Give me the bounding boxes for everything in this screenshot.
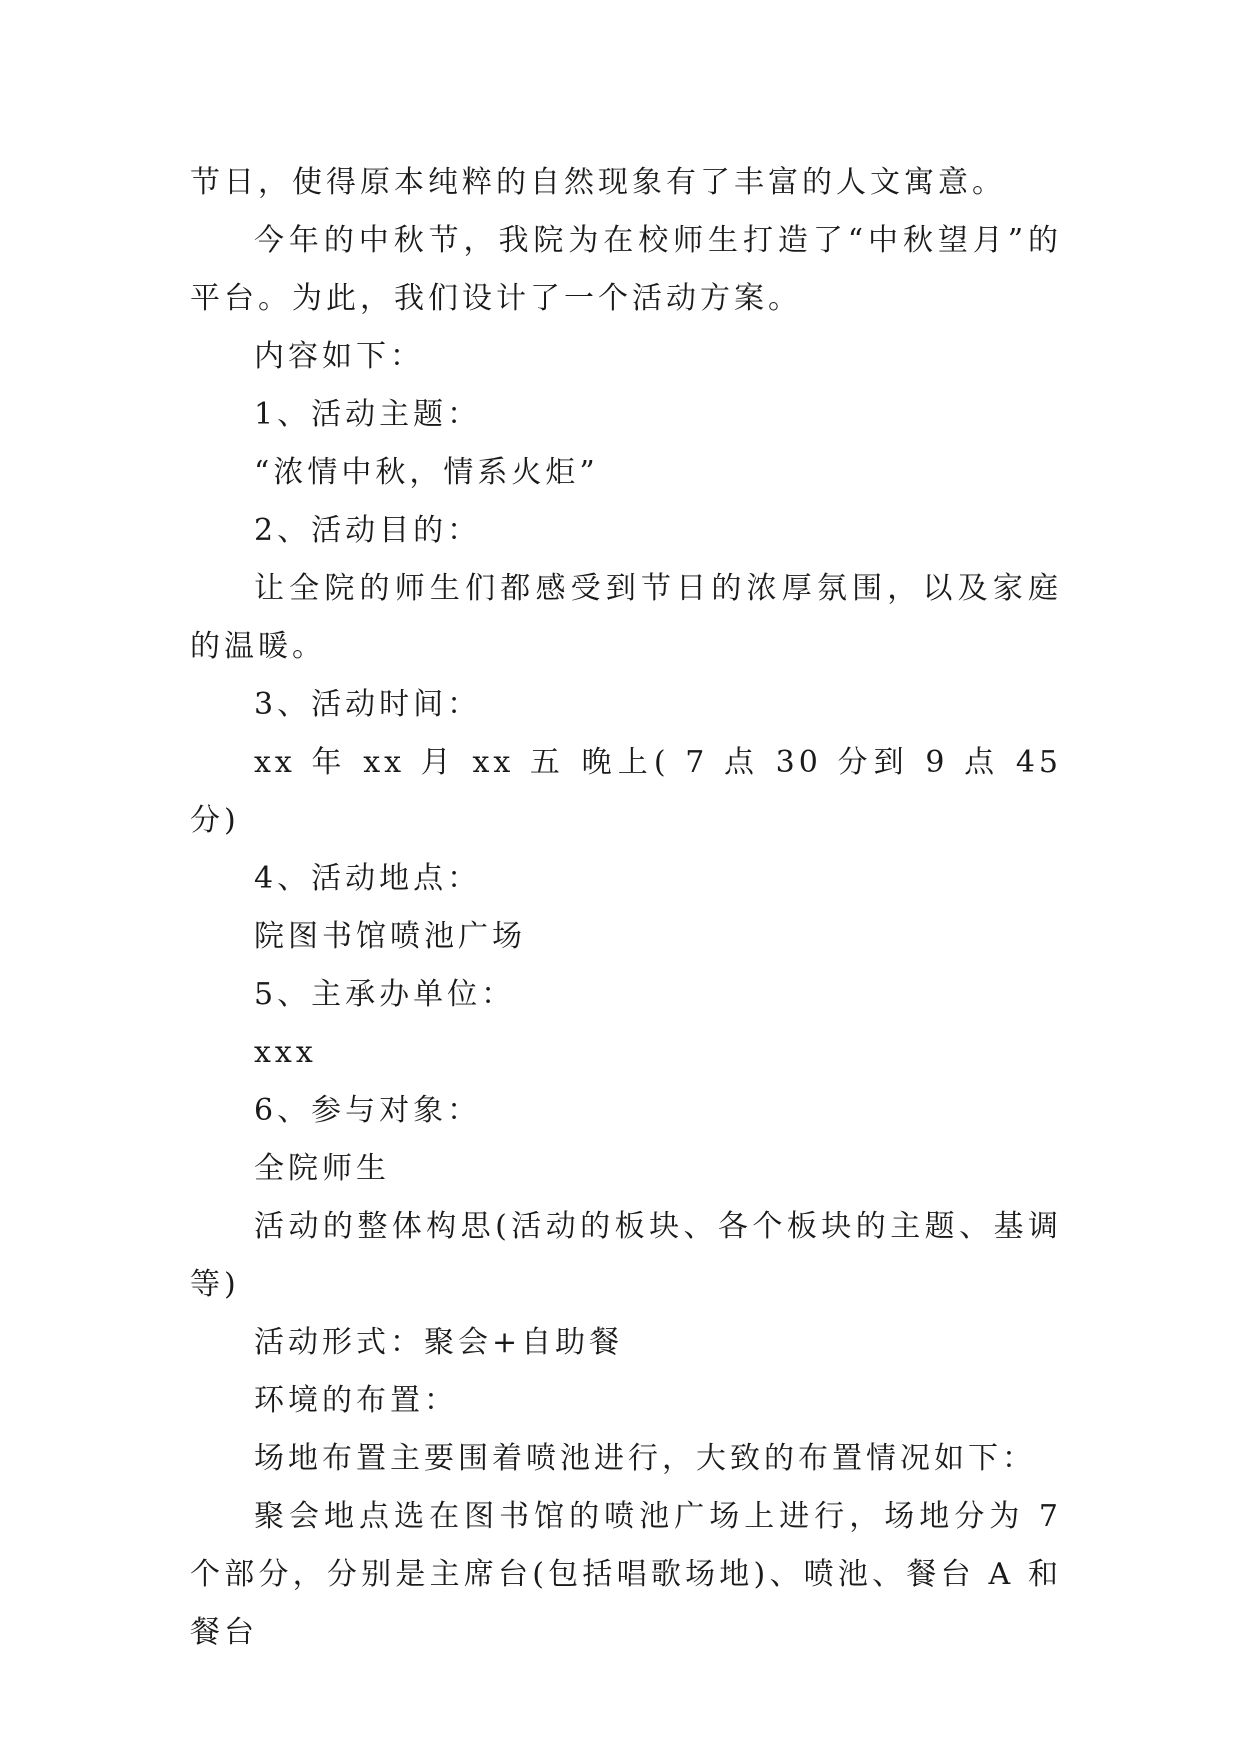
paragraph: 活动的整体构思(活动的板块、各个板块的主题、基调等) bbox=[190, 1209, 1062, 1302]
paragraph: “浓情中秋，情系火炬” bbox=[254, 455, 599, 490]
section-heading: 3、活动时间： bbox=[254, 687, 482, 722]
section-heading: 6、参与对象： bbox=[254, 1093, 482, 1128]
paragraph: 内容如下： bbox=[254, 339, 424, 374]
paragraph: 节日，使得原本纯粹的自然现象有了丰富的人文寓意。 bbox=[190, 165, 1006, 200]
paragraph: 活动形式：聚会+自助餐 bbox=[254, 1325, 624, 1360]
paragraph: 聚会地点选在图书馆的喷池广场上进行，场地分为 7 个部分，分别是主席台(包括唱歌场地)、喷池、餐台 A 和餐台 bbox=[190, 1499, 1062, 1650]
section-heading: 4、活动地点： bbox=[254, 861, 482, 896]
paragraph: 全院师生 bbox=[254, 1151, 390, 1186]
document-body bbox=[190, 154, 1062, 1662]
section-heading: 5、主承办单位： bbox=[254, 977, 516, 1012]
paragraph: 今年的中秋节，我院为在校师生打造了“中秋望月”的平台。为此，我们设计了一个活动方案。 bbox=[190, 223, 1062, 316]
section-heading: 1、活动主题： bbox=[254, 397, 482, 432]
paragraph: 让全院的师生们都感受到节日的浓厚氛围，以及家庭的温暖。 bbox=[190, 571, 1062, 664]
section-heading: 2、活动目的： bbox=[254, 513, 482, 548]
paragraph: 场地布置主要围着喷池进行，大致的布置情况如下： bbox=[254, 1441, 1036, 1476]
paragraph: xx 年 xx 月 xx 五 晚上( 7 点 30 分到 9 点 45 分) bbox=[190, 745, 1062, 838]
paragraph: xxx bbox=[254, 1035, 317, 1070]
paragraph: 环境的布置： bbox=[254, 1383, 458, 1418]
paragraph: 院图书馆喷池广场 bbox=[254, 919, 526, 954]
